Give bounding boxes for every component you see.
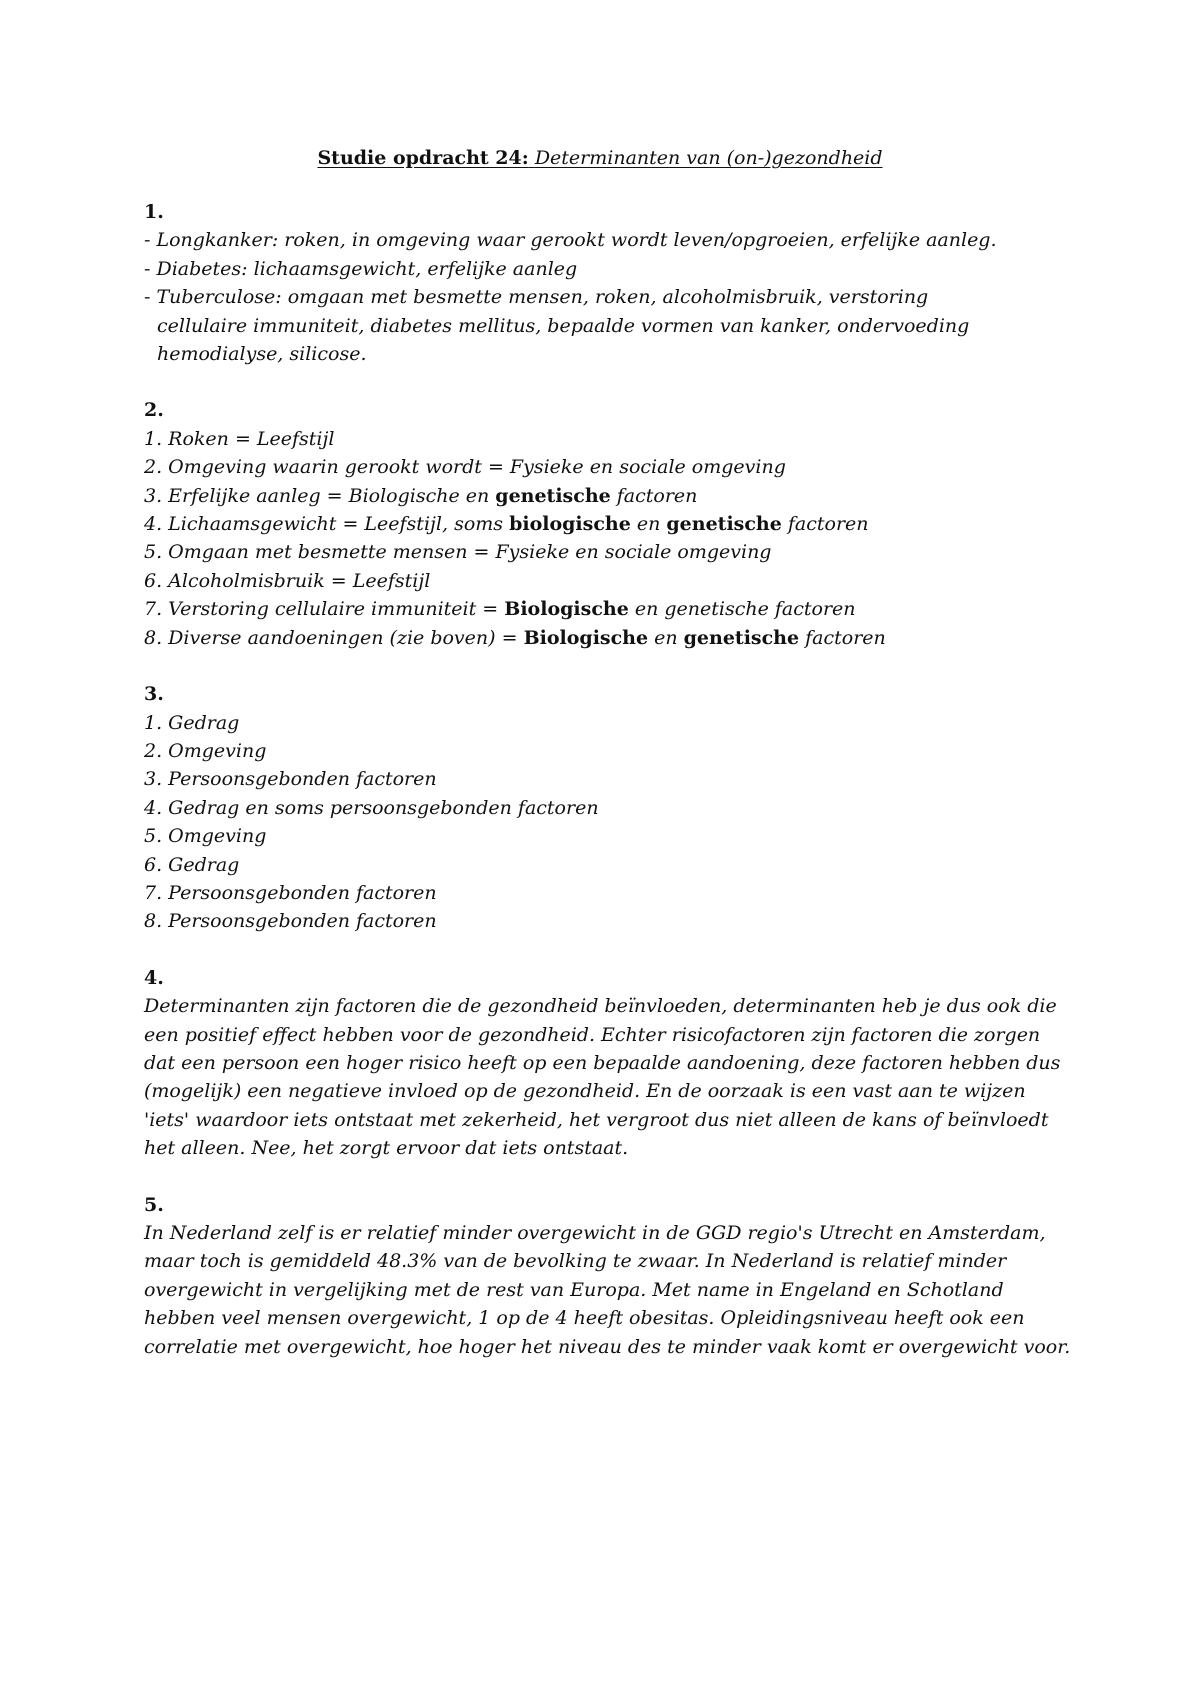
list-item: - Tuberculose: omgaan met besmette mensen, roken, alcoholmisbruik, verstoring cellulaire immuniteit, diabetes mellitus, bepaalde vormen van kanker, ondervoeding hemodialyse, silicose.: [144, 286, 970, 366]
list-item: - Longkanker: roken, in omgeving waar gerookt wordt leven/opgroeien, erfelijke aanleg.: [144, 229, 997, 252]
list-item: [144, 482, 1074, 510]
section-4-heading: 4.: [144, 966, 164, 989]
list-item: [144, 595, 1074, 623]
text-part: factoren: [799, 626, 886, 649]
section-3: [144, 680, 1074, 936]
text-part: factoren: [781, 513, 869, 536]
section-5: [144, 1191, 1074, 1361]
list-item: 5. Omgeving: [144, 825, 267, 848]
bold-term: genetische: [683, 626, 800, 649]
section-5-paragraph: In Nederland zelf is er relatief minder overgewicht in de GGD regio's Utrecht en Amsterdam, maar toch is gemiddeld 48.3% van de bevolking te zwaar. In Nederland is relatief minder overgewicht in vergelijking met de rest van Europa. Met name in Engeland en Schotland hebben veel mensen overgewicht, 1 op de 4 heeft obesitas. Opleidingsniveau heeft ook een correlatie met overgewicht, hoe hoger het niveau des te minder vaak komt er overgewicht voor.: [144, 1222, 1071, 1358]
text-part: 4. Lichaamsgewicht = Leefstijl, soms: [144, 513, 510, 536]
text-part: en: [648, 626, 684, 649]
text-part: 8. Diverse aandoeningen (zie boven) =: [144, 626, 524, 649]
section-4: [144, 964, 1074, 1163]
list-item: [144, 624, 1074, 652]
text-part: 7. Verstoring cellulaire immuniteit =: [144, 598, 505, 621]
list-item: 6. Alcoholmisbruik = Leefstijl: [144, 569, 431, 592]
section-1: [144, 198, 1074, 368]
document-title: [0, 144, 1200, 172]
section-2-heading: 2.: [144, 399, 164, 422]
text-part: en genetische factoren: [628, 598, 856, 621]
list-item: - Diabetes: lichaamsgewicht, erfelijke aanleg: [144, 257, 578, 280]
section-3-heading: 3.: [144, 683, 164, 706]
document-body: [144, 198, 1074, 1389]
list-item: 7. Persoonsgebonden factoren: [144, 881, 437, 904]
bold-term: biologische: [509, 513, 631, 536]
section-5-heading: 5.: [144, 1193, 164, 1216]
list-item: 1. Roken = Leefstijl: [144, 427, 335, 450]
list-item: 1. Gedrag: [144, 711, 240, 734]
list-item: 2. Omgeving: [144, 739, 267, 762]
text-part: 3. Erfelijke aanleg = Biologische en: [144, 484, 496, 507]
list-item: 8. Persoonsgebonden factoren: [144, 910, 437, 933]
list-item: 6. Gedrag: [144, 853, 240, 876]
list-item: [144, 510, 1074, 538]
bold-term: Biologische: [504, 598, 629, 621]
bold-term: genetische: [495, 484, 611, 507]
list-item: 3. Persoonsgebonden factoren: [144, 768, 437, 791]
bold-term: genetische: [666, 513, 782, 536]
list-item: 2. Omgeving waarin gerookt wordt = Fysieke en sociale omgeving: [144, 456, 786, 479]
section-4-paragraph: Determinanten zijn factoren die de gezondheid beïnvloeden, determinanten heb je dus ook die een positief effect hebben voor de gezondheid. Echter risicofactoren zijn factoren die zorgen dat een persoon een hoger risico heeft op een bepaalde aandoening, deze factoren hebben dus (mogelijk) een negatieve invloed op de gezondheid. En de oorzaak is een vast aan te wijzen 'iets' waardoor iets ontstaat met zekerheid, het vergroot dus niet alleen de kans of beïnvloedt het alleen. Nee, het zorgt ervoor dat iets ontstaat.: [144, 995, 1061, 1160]
list-item: 5. Omgaan met besmette mensen = Fysieke en sociale omgeving: [144, 541, 772, 564]
section-1-heading: 1.: [144, 201, 164, 223]
title-label: Studie opdracht 24:: [317, 147, 529, 169]
text-part: en: [630, 513, 667, 536]
list-item: 4. Gedrag en soms persoonsgebonden factoren: [144, 796, 599, 819]
text-part: factoren: [610, 484, 698, 507]
bold-term: Biologische: [523, 626, 649, 649]
title-subject: Determinanten van (on-)gezondheid: [534, 147, 883, 169]
section-2: [144, 396, 1074, 652]
